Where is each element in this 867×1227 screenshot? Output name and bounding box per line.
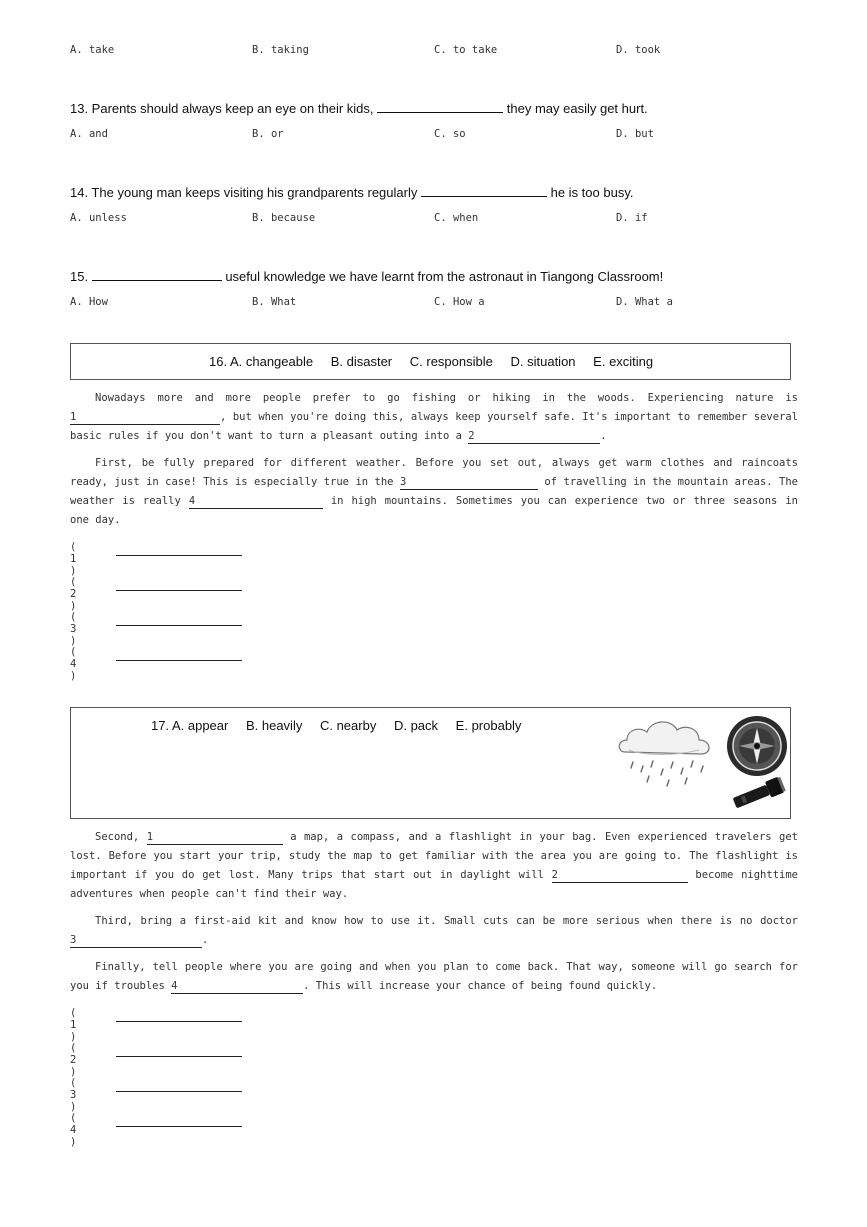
q13-suffix: they may easily get hurt.: [506, 101, 648, 116]
q16-word-box: [70, 343, 791, 380]
q14-option-b: B. because: [252, 212, 316, 224]
answer-line[interactable]: [116, 1056, 242, 1057]
q17-blank-3: 3: [70, 933, 202, 948]
q16-blank-4: 4: [189, 494, 323, 509]
q17-word-b: B. heavily: [245, 718, 303, 733]
q16-word-d: D. situation: [510, 354, 576, 369]
q12-option-b: B. taking: [252, 44, 309, 56]
q14-prefix: 14. The young man keeps visiting his grandparents regularly: [70, 185, 418, 200]
q15-prefix: 15.: [70, 269, 89, 284]
q13-question: [70, 100, 648, 116]
q17-word-a: 17. A. appear: [151, 718, 229, 733]
q14-option-a: A. unless: [70, 212, 127, 224]
q14-question: [70, 184, 633, 200]
q13-blank: [377, 100, 503, 113]
q17-passage: [70, 828, 798, 996]
q16-word-b: B. disaster: [330, 354, 393, 369]
q15-blank: [92, 268, 222, 281]
q17-blank-1: 1: [147, 830, 283, 845]
q12-option-c: C. to take: [434, 44, 498, 56]
q17-word-d: D. pack: [393, 718, 439, 733]
q15-option-c: C. How a: [434, 296, 485, 308]
q14-options: [70, 212, 800, 228]
q14-suffix: he is too busy.: [550, 185, 634, 200]
q16-word-a: 16. A. changeable: [209, 354, 314, 369]
answer-line[interactable]: [116, 555, 242, 556]
q14-blank: [421, 184, 547, 197]
compass-icon: [725, 714, 789, 778]
answer-line[interactable]: [116, 660, 242, 661]
rain-cloud-icon: [615, 714, 715, 794]
q16-blank-1: 1: [70, 410, 220, 425]
q16-passage: [70, 389, 798, 530]
q17-word-c: C. nearby: [319, 718, 377, 733]
q17-blank-2: 2: [552, 868, 688, 883]
q12-option-d: D. took: [616, 44, 661, 56]
answer-line[interactable]: [116, 1021, 242, 1022]
q13-option-b: B. or: [252, 128, 284, 140]
q16-word-e: E. exciting: [593, 354, 654, 369]
q12-options: [70, 44, 800, 60]
answer-line[interactable]: [116, 1091, 242, 1092]
q16-paragraph-2: First, be fully prepared for different weather. Before you set out, always get warm clothes and raincoats ready, just in case! This is especially true in the 3 of travelling in the mountain areas. The weather is really 4 in high mountains. Sometimes you can experience two or three seasons in one day.: [70, 457, 798, 526]
q17-word-e: E. probably: [455, 718, 522, 733]
q16-blank-3: 3: [400, 475, 538, 490]
flashlight-icon: [727, 776, 791, 812]
q13-option-c: C. so: [434, 128, 466, 140]
q15-question: [70, 268, 663, 284]
q16-paragraph-1: Nowadays more and more people prefer to go fishing or hiking in the woods. Experiencing nature is 1 , but when you're doing this, always keep yourself safe. It's important to remember several basic rules if you don't want to turn a pleasant outing into a 2 .: [70, 392, 798, 442]
q13-option-d: D. but: [616, 128, 654, 140]
q17-paragraph-2: Third, bring a first-aid kit and know how to use it. Small cuts can be more serious when there is no doctor 3 .: [70, 915, 798, 946]
answer-line[interactable]: [116, 625, 242, 626]
q13-option-a: A. and: [70, 128, 108, 140]
q15-suffix: useful knowledge we have learnt from the astronaut in Tiangong Classroom!: [225, 269, 664, 284]
q15-option-d: D. What a: [616, 296, 673, 308]
q12-option-a: A. take: [70, 44, 115, 56]
q14-option-c: C. when: [434, 212, 479, 224]
q17-word-box: [70, 707, 791, 819]
q17-paragraph-1: Second, 1 a map, a compass, and a flashlight in your bag. Even experienced travelers get lost. Before you start your trip, study the map to get familiar with the area you are going to. The flashlight is important if you do get lost. Many trips that start out in daylight will 2 become nighttime adventures when people can't find their way.: [70, 831, 799, 900]
q16-word-list: [209, 354, 653, 369]
answer-line[interactable]: [116, 1126, 242, 1127]
answer-line[interactable]: [116, 590, 242, 591]
q15-option-a: A. How: [70, 296, 108, 308]
q16-word-c: C. responsible: [409, 354, 493, 369]
q17-word-list: [151, 718, 521, 733]
q13-options: [70, 128, 800, 144]
q17-paragraph-3: Finally, tell people where you are going and when you plan to come back. That way, someone will go search for you if troubles 4 . This will increase your chance of being found quickly.: [70, 961, 798, 992]
q15-option-b: B. What: [252, 296, 297, 308]
q15-options: [70, 296, 800, 312]
q13-prefix: 13. Parents should always keep an eye on their kids,: [70, 101, 374, 116]
q14-option-d: D. if: [616, 212, 648, 224]
q17-blank-4: 4: [171, 979, 303, 994]
q16-blank-2: 2: [468, 429, 600, 444]
